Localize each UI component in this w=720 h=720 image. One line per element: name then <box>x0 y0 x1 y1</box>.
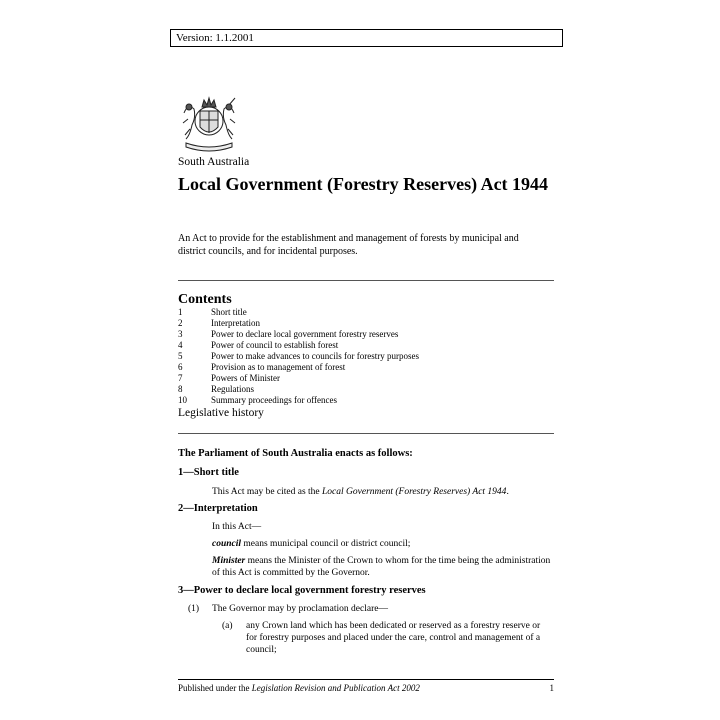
table-of-contents <box>178 307 548 406</box>
enacting-formula: The Parliament of South Australia enacts as follows: <box>178 448 413 459</box>
definition-council <box>212 538 552 550</box>
toc-label: Power to make advances to councils for forestry purposes <box>211 351 419 361</box>
jurisdiction-label: South Australia <box>178 156 250 168</box>
version-box <box>170 29 563 47</box>
page-number: 1 <box>549 683 554 693</box>
toc-number: 5 <box>178 351 183 361</box>
divider <box>178 280 554 281</box>
defined-term: Minister <box>212 556 246 566</box>
toc-number: 3 <box>178 329 183 339</box>
definition-minister <box>212 555 552 579</box>
toc-number: 6 <box>178 362 183 372</box>
publication-note-lead: Published under the <box>178 683 252 693</box>
toc-item[interactable] <box>178 384 548 395</box>
toc-item[interactable] <box>178 362 548 373</box>
toc-number: 1 <box>178 307 183 317</box>
section-2-intro: In this Act— <box>212 522 262 532</box>
toc-label: Short title <box>211 307 247 317</box>
publication-act: Legislation Revision and Publication Act 2002 <box>251 683 420 693</box>
subsection-number: (1) <box>188 604 200 614</box>
section-1-text <box>212 486 509 498</box>
toc-item[interactable] <box>178 351 548 362</box>
page-footer <box>178 683 554 693</box>
toc-label: Powers of Minister <box>211 373 280 383</box>
section-1-heading: 1—Short title <box>178 467 239 478</box>
toc-number: 8 <box>178 384 183 394</box>
section-2-heading: 2—Interpretation <box>178 503 258 514</box>
legislative-history-link[interactable]: Legislative history <box>178 407 264 419</box>
toc-label: Interpretation <box>211 318 260 328</box>
toc-number: 4 <box>178 340 183 350</box>
toc-item[interactable] <box>178 318 548 329</box>
defined-term: council <box>212 539 242 549</box>
subsection-text: The Governor may by proclamation declare— <box>212 604 388 614</box>
contents-heading: Contents <box>178 292 232 307</box>
toc-label: Summary proceedings for offences <box>211 395 338 405</box>
paragraph-text: any Crown land which has been dedicated or reserved as a forestry reserve or for forestry purposes and placed under the care, control and management of a council; <box>246 621 541 655</box>
section-1-text-end: . <box>506 487 509 497</box>
version-label: Version: 1.1.2001 <box>176 32 254 44</box>
divider <box>178 433 554 434</box>
footer-divider <box>178 679 554 680</box>
toc-number: 2 <box>178 318 183 328</box>
paragraph-number: (a) <box>222 621 233 631</box>
toc-item[interactable] <box>178 340 548 351</box>
long-title: An Act to provide for the establishment and management of forests by municipal and district councils, and for incidental purposes. <box>178 233 519 257</box>
toc-label: Regulations <box>211 384 254 394</box>
toc-item[interactable] <box>178 373 548 384</box>
toc-number: 10 <box>178 395 187 405</box>
act-citation: Local Government (Forestry Reserves) Act 1944 <box>322 487 507 497</box>
toc-label: Provision as to management of forest <box>211 362 346 372</box>
toc-number: 7 <box>178 373 183 383</box>
section-3-heading: 3—Power to declare local government forestry reserves <box>178 585 426 596</box>
toc-label: Power of council to establish forest <box>211 340 339 350</box>
toc-item[interactable] <box>178 307 548 318</box>
toc-item[interactable] <box>178 329 548 340</box>
toc-label: Power to declare local government forestry reserves <box>211 329 399 339</box>
toc-item[interactable] <box>178 395 548 406</box>
definition-text: means municipal council or district council; <box>241 539 411 549</box>
definition-text: means the Minister of the Crown to whom for the time being the administration of this Act is committed by the Governor. <box>212 556 551 578</box>
act-title: Local Government (Forestry Reserves) Act 1944 <box>178 174 549 194</box>
coat-of-arms-crest <box>180 95 238 153</box>
section-1-text-lead: This Act may be cited as the <box>212 487 323 497</box>
publication-note <box>178 683 420 693</box>
